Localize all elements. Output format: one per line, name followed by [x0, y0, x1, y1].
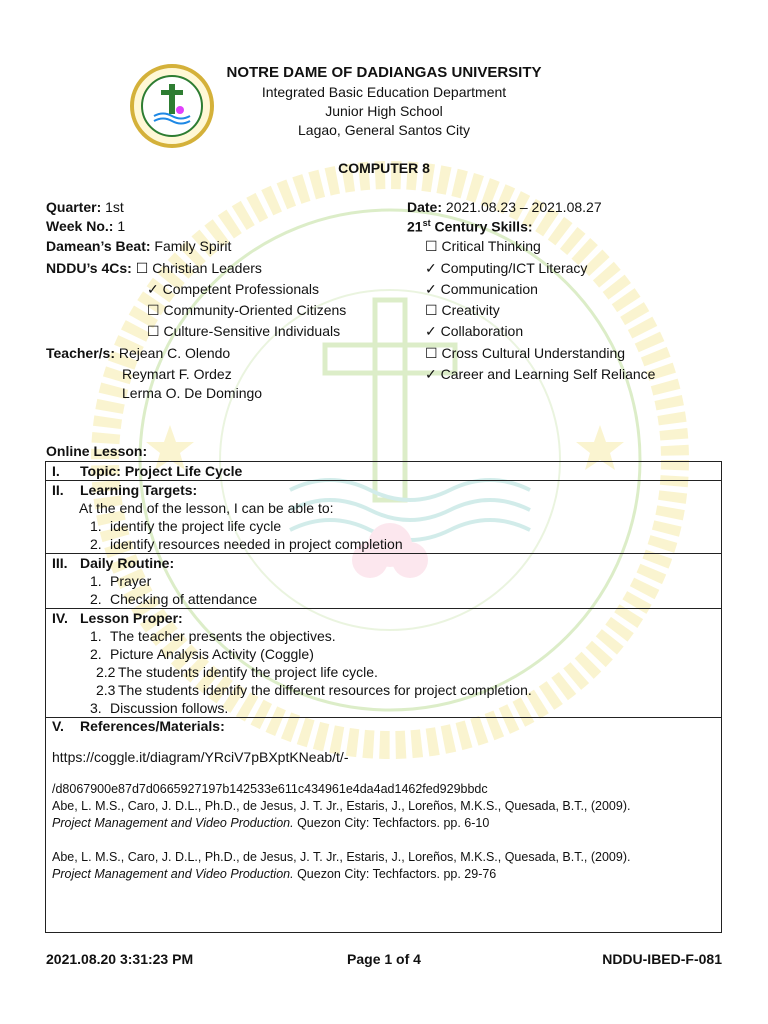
school-location: Lagao, General Santos City: [298, 122, 470, 138]
week-label: Week No.:: [46, 218, 114, 234]
school-name: Junior High School: [325, 103, 443, 119]
proper-text-1: The teacher presents the objectives.: [110, 628, 336, 644]
routine-num-2: 2.: [90, 591, 102, 607]
date-label: Date:: [407, 199, 443, 215]
target-num-1: 1.: [90, 518, 102, 534]
routine-text-1: Prayer: [110, 573, 152, 589]
skill-item-3: Communication: [440, 281, 538, 297]
skills-label-sup: st: [422, 218, 431, 228]
section-learning-targets: [46, 481, 722, 554]
proper-number: IV.: [52, 610, 68, 626]
quarter-value: 1st: [105, 199, 124, 215]
lesson-table: [45, 461, 722, 933]
skill-mark-6: ☐: [425, 345, 438, 361]
fourcs-row-3: [147, 302, 346, 319]
skill-row-1: [425, 238, 541, 255]
skills-label-num: 21: [407, 218, 423, 235]
beat-row: [46, 238, 231, 254]
date-value: 2021.08.23 – 2021.08.27: [445, 199, 602, 215]
reference-2-publisher: Quezon City: Techfactors. pp. 29-76: [297, 867, 497, 881]
routine-title: Daily Routine:: [80, 555, 175, 571]
skill-row-2: [425, 260, 587, 277]
routine-number: III.: [52, 555, 68, 571]
skill-item-2: Computing/ICT Literacy: [440, 260, 588, 276]
proper-subnum-1: 2.2: [96, 664, 116, 680]
reference-2-source: [52, 866, 721, 883]
routine-text-2: Checking of attendance: [110, 591, 258, 607]
teacher-1: Rejean C. Olendo: [118, 345, 231, 361]
proper-title: Lesson Proper:: [80, 610, 183, 626]
routine-item-1: [52, 572, 721, 590]
refs-title: References/Materials:: [80, 718, 225, 734]
reference-1-publisher: Quezon City: Techfactors. pp. 6-10: [297, 816, 490, 830]
skills-label: [407, 218, 533, 235]
quarter-label: Quarter:: [46, 199, 102, 215]
university-name: NOTRE DAME OF DADIANGAS UNIVERSITY: [226, 64, 542, 81]
skill-row-7: [425, 366, 655, 383]
reference-1-title: Project Management and Video Production.: [52, 816, 294, 830]
skill-mark-5: ✓: [425, 323, 437, 339]
reference-2-authors: Abe, L. M.S., Caro, J. D.L., Ph.D., de Jesus, J. T. Jr., Estaris, J., Loreños, M.K.S., Quesada, B.T., (2009).: [52, 850, 631, 864]
footer-form-code: NDDU-IBED-F-081: [602, 951, 722, 967]
skill-item-5: Collaboration: [440, 323, 524, 339]
proper-subtext-2: The students identify the different resources for project completion.: [118, 682, 532, 698]
targets-title: Learning Targets:: [80, 482, 198, 498]
skill-item-4: Creativity: [441, 302, 500, 318]
fourcs-row: [46, 260, 262, 277]
target-item-1: [52, 517, 721, 535]
fourcs-mark-3: ☐: [147, 302, 160, 318]
online-lesson-heading: Online Lesson:: [46, 443, 148, 459]
skill-mark-4: ☐: [425, 302, 438, 318]
skill-item-7: Career and Learning Self Reliance: [440, 366, 656, 382]
fourcs-row-4: [147, 323, 340, 340]
topic-title: Topic: Project Life Cycle: [80, 463, 243, 479]
targets-intro: At the end of the lesson, I can be able to:: [79, 500, 334, 516]
fourcs-mark-2: ✓: [147, 281, 159, 297]
fourcs-label: NDDU’s 4Cs:: [46, 260, 132, 276]
proper-num-1: 1.: [90, 628, 102, 644]
skill-row-6: [425, 345, 625, 362]
proper-item-1: [52, 627, 721, 645]
reference-url-line-1[interactable]: https://coggle.it/diagram/YRciV7pBXptKNeab/t/-: [52, 749, 349, 765]
proper-item-3: [52, 699, 721, 717]
routine-num-1: 1.: [90, 573, 102, 589]
skill-mark-7: ✓: [425, 366, 437, 382]
topic-number: I.: [52, 463, 60, 479]
proper-text-3: Discussion follows.: [110, 700, 229, 716]
teacher-label: Teacher/s:: [46, 345, 115, 361]
footer-page-number: Page 1 of 4: [347, 951, 421, 967]
fourcs-mark-4: ☐: [147, 323, 160, 339]
proper-subitem-1: [52, 663, 721, 681]
skill-row-4: [425, 302, 500, 319]
date-row: [407, 199, 602, 215]
reference-2-title: Project Management and Video Production.: [52, 867, 294, 881]
reference-1-source: [52, 815, 721, 832]
targets-number: II.: [52, 482, 64, 498]
target-num-2: 2.: [90, 536, 102, 552]
reference-1-authors: Abe, L. M.S., Caro, J. D.L., Ph.D., de Jesus, J. T. Jr., Estaris, J., Loreños, M.K.S., Quesada, B.T., (2009).: [52, 799, 631, 813]
proper-item-2: [52, 645, 721, 663]
proper-subtext-1: The students identify the project life cycle.: [118, 664, 378, 680]
routine-item-2: [52, 590, 721, 608]
fourcs-item-3: Community-Oriented Citizens: [163, 302, 347, 318]
target-item-2: [52, 535, 721, 553]
skill-row-3: [425, 281, 538, 298]
beat-value: Family Spirit: [154, 238, 232, 254]
teacher-2: Reymart F. Ordez: [122, 366, 232, 382]
section-references: [46, 718, 722, 933]
fourcs-item-2: Competent Professionals: [162, 281, 320, 297]
refs-number: V.: [52, 718, 64, 734]
skill-item-1: Critical Thinking: [441, 238, 541, 254]
skill-mark-2: ✓: [425, 260, 437, 276]
section-daily-routine: [46, 554, 722, 609]
footer-timestamp: 2021.08.20 3:31:23 PM: [46, 951, 194, 967]
proper-subnum-2: 2.3: [96, 682, 116, 698]
fourcs-mark-1: ☐: [135, 260, 149, 276]
fourcs-item-4: Culture-Sensitive Individuals: [163, 323, 341, 339]
week-value: 1: [117, 218, 126, 234]
fourcs-item-1: Christian Leaders: [152, 260, 262, 276]
skills-label-text: Century Skills:: [434, 218, 533, 235]
skill-mark-1: ☐: [425, 238, 438, 254]
section-lesson-proper: [46, 609, 722, 718]
skill-mark-3: ✓: [425, 281, 437, 297]
teacher-3: Lerma O. De Domingo: [122, 385, 263, 401]
subject-title: COMPUTER 8: [338, 160, 430, 176]
proper-num-3: 3.: [90, 700, 102, 716]
proper-text-2: Picture Analysis Activity (Coggle): [110, 646, 314, 662]
target-text-1: identify the project life cycle: [110, 518, 282, 534]
target-text-2: identify resources needed in project completion: [110, 536, 403, 552]
department-name: Integrated Basic Education Department: [261, 84, 507, 100]
week-row: [46, 218, 125, 234]
proper-subitem-2: [52, 681, 721, 699]
teacher-row: [46, 345, 230, 361]
proper-num-2: 2.: [90, 646, 102, 662]
skill-row-5: [425, 323, 523, 340]
section-topic: [46, 462, 722, 481]
beat-label: Damean’s Beat:: [46, 238, 151, 254]
skill-item-6: Cross Cultural Understanding: [441, 345, 626, 361]
reference-url-line-2[interactable]: /d8067900e87d7d0665927197b142533e611c434961e4da4ad1462fed929bbdc: [52, 782, 488, 796]
fourcs-row-2: [147, 281, 319, 298]
quarter-row: [46, 199, 124, 215]
